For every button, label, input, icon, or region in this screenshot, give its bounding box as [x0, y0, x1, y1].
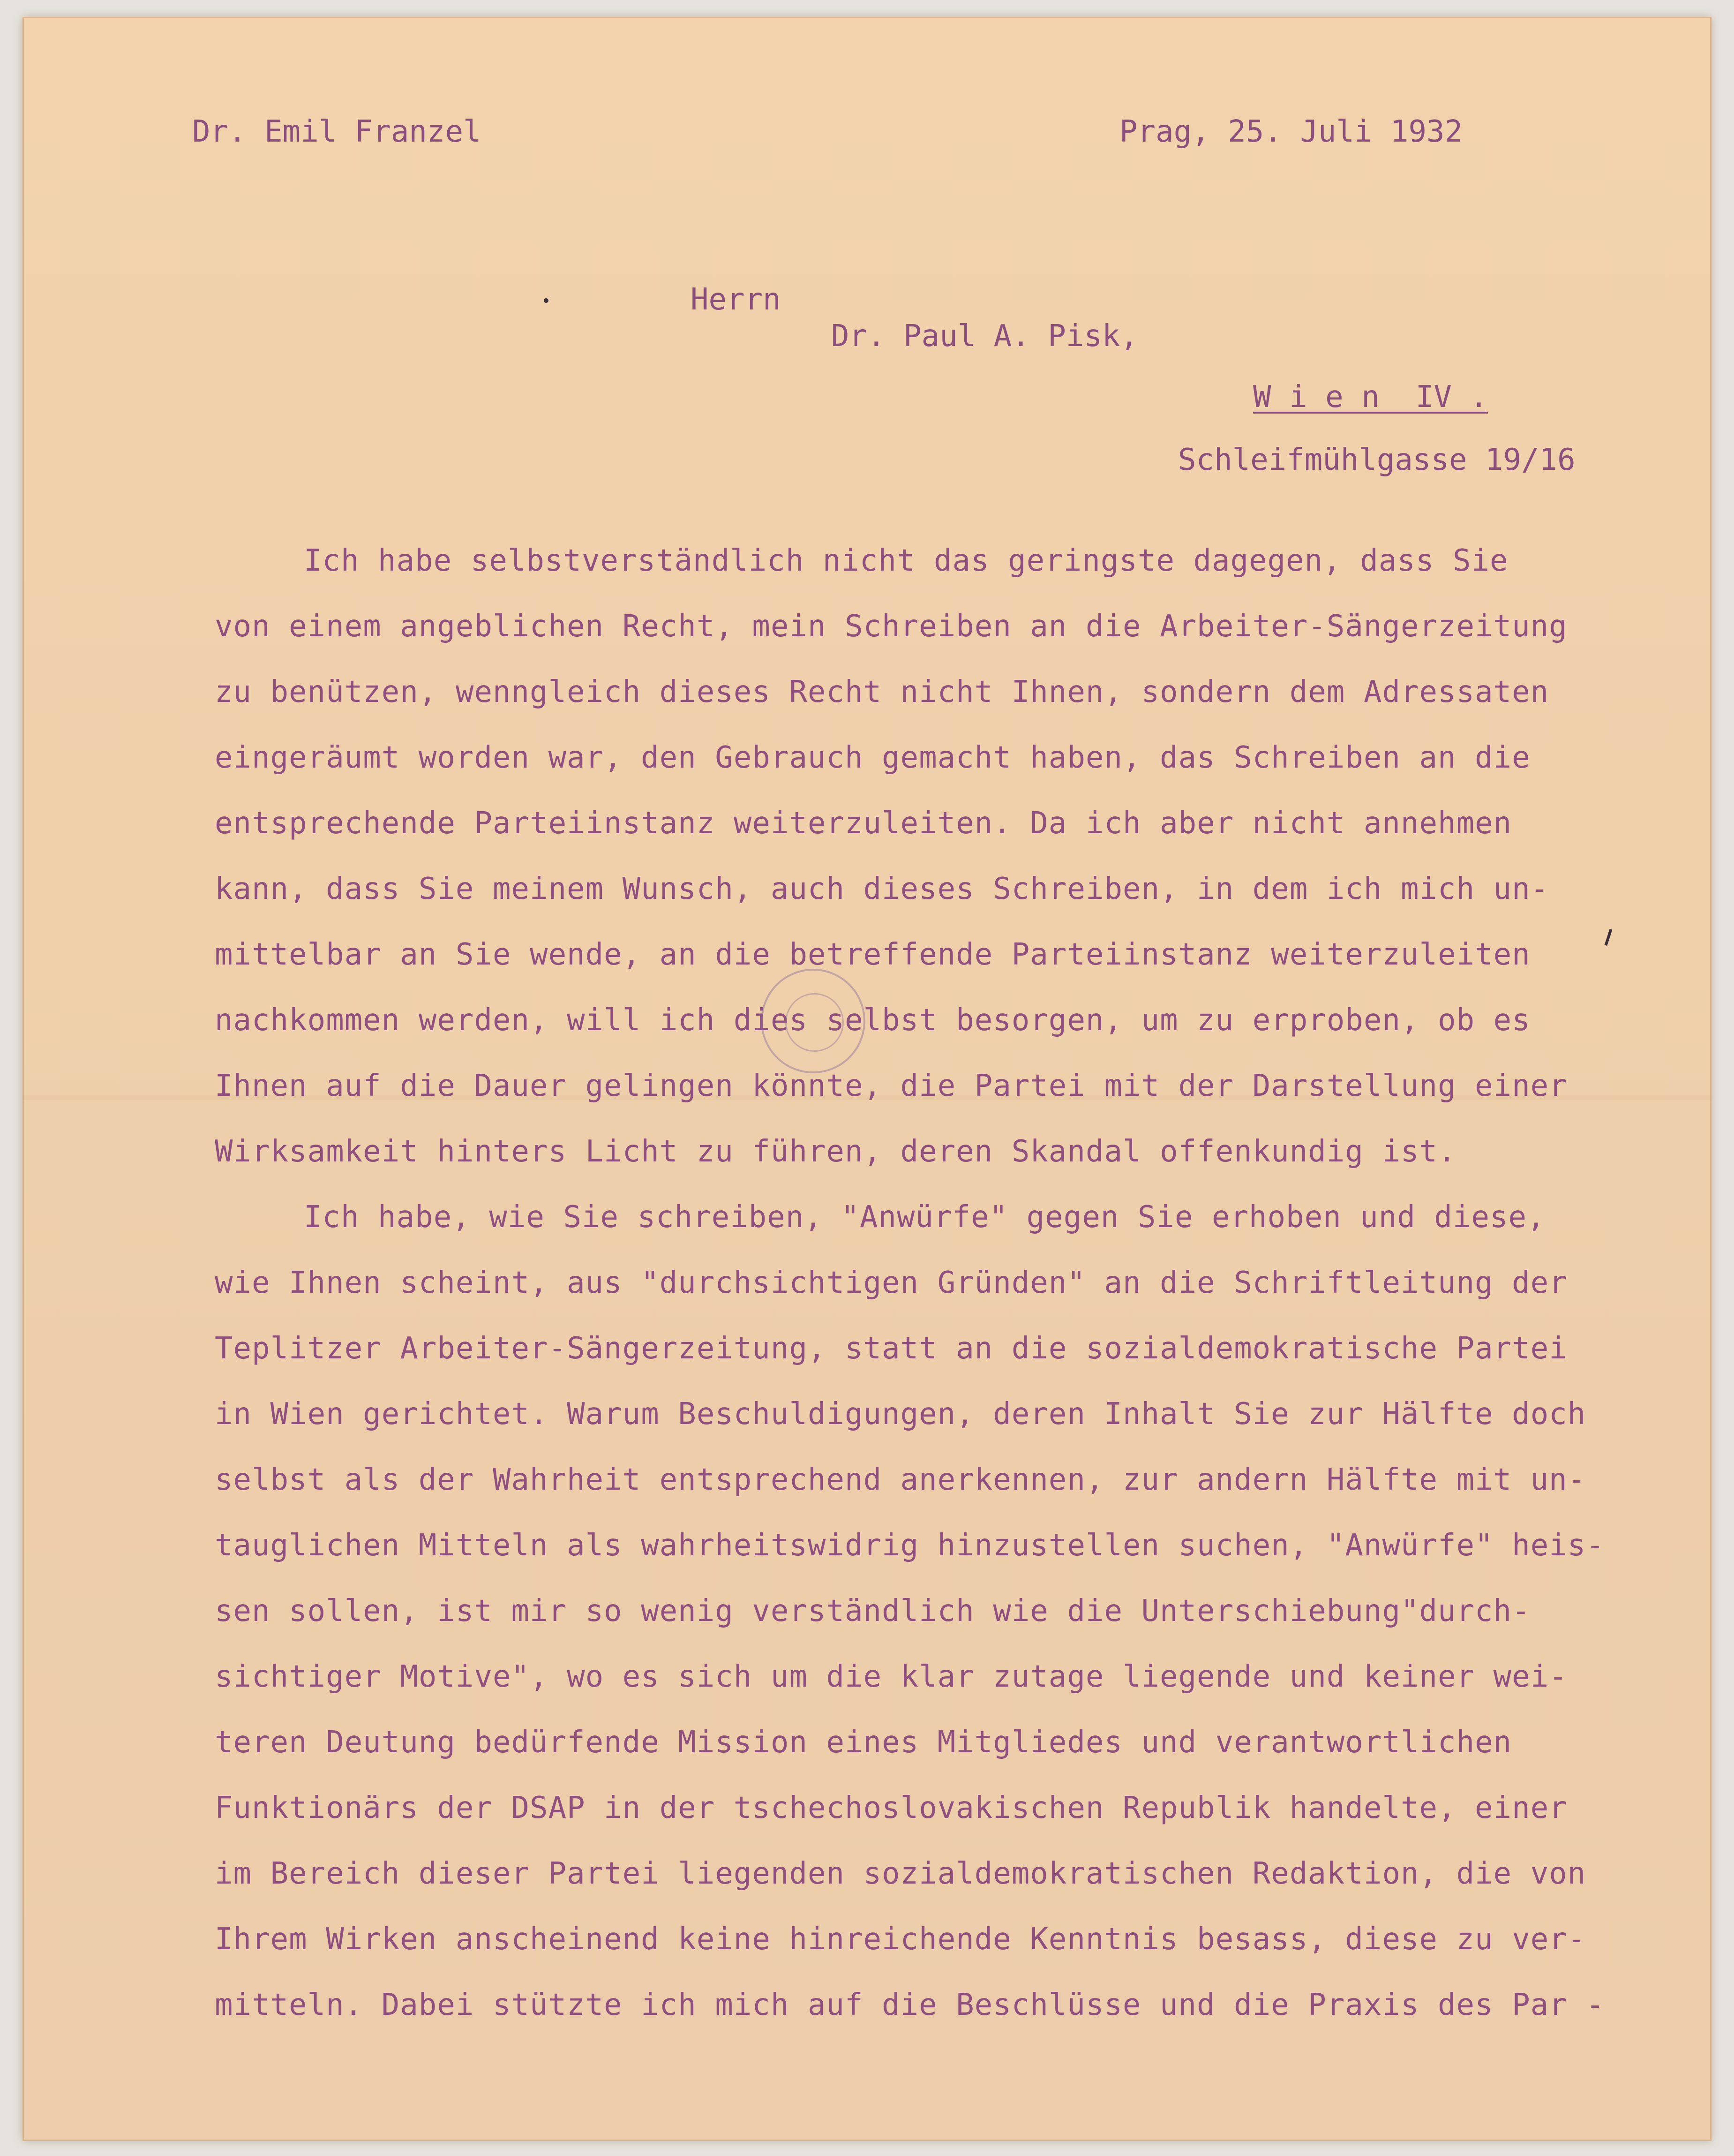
stamp-inner-ring	[785, 993, 844, 1052]
paragraph-line: kann, dass Sie meinem Wunsch, auch dieses Schreiben, in dem ich mich un-	[215, 872, 1549, 906]
paragraph-line: Wirksamkeit hinters Licht zu führen, deren Skandal offenkundig ist.	[215, 1134, 1456, 1169]
recipient-city: W i e n IV .	[1253, 380, 1488, 415]
paragraph-line: Ich habe selbstverständlich nicht das geringste dagegen, dass Sie	[304, 543, 1509, 578]
paragraph-line: mittelbar an Sie wende, an die betreffende Parteiinstanz weiterzuleiten	[215, 937, 1531, 972]
paragraph-line: tauglichen Mitteln als wahrheitswidrig hinzustellen suchen, "Anwürfe" heis-	[215, 1528, 1605, 1563]
paragraph-line: nachkommen werden, will ich dies selbst besorgen, um zu erproben, ob es	[215, 1003, 1531, 1038]
paragraph-line: teren Deutung bedürfende Mission eines Mitgliedes und verantwortlichen	[215, 1725, 1512, 1760]
paragraph-line: sichtiger Motive", wo es sich um die klar zutage liegende und keiner wei-	[215, 1659, 1568, 1694]
paragraph-line: Teplitzer Arbeiter-Sängerzeitung, statt an die sozialdemokratische Partei	[215, 1331, 1568, 1366]
pen-mark	[1605, 929, 1613, 946]
ink-dot	[544, 298, 548, 303]
paragraph-line: zu benützen, wenngleich dieses Recht nicht Ihnen, sondern dem Adressaten	[215, 675, 1549, 709]
paragraph-line: selbst als der Wahrheit entsprechend anerkennen, zur andern Hälfte mit un-	[215, 1462, 1586, 1497]
archive-stamp	[761, 969, 865, 1073]
paragraph-line: entsprechende Parteiinstanz weiterzuleiten. Da ich aber nicht annehmen	[215, 806, 1512, 841]
recipient-street: Schleifmühlgasse 19/16	[1178, 443, 1576, 477]
paragraph-line: Ihnen auf die Dauer gelingen könnte, die Partei mit der Darstellung einer	[215, 1069, 1568, 1103]
sender-name: Dr. Emil Franzel	[192, 114, 481, 149]
letter-page	[23, 17, 1711, 2141]
place-date: Prag, 25. Juli 1932	[1119, 114, 1463, 149]
paragraph-line: Ihrem Wirken anscheinend keine hinreichende Kenntnis besass, diese zu ver-	[215, 1922, 1586, 1957]
paragraph-line: Funktionärs der DSAP in der tschechoslovakischen Republik handelte, einer	[215, 1791, 1568, 1825]
paragraph-line: in Wien gerichtet. Warum Beschuldigungen, deren Inhalt Sie zur Hälfte doch	[215, 1397, 1586, 1432]
paragraph-line: mitteln. Dabei stützte ich mich auf die Beschlüsse und die Praxis des Par -	[215, 1988, 1605, 2022]
paragraph-line: von einem angeblichen Recht, mein Schreiben an die Arbeiter-Sängerzeitung	[215, 609, 1568, 644]
paragraph-line: im Bereich dieser Partei liegenden sozialdemokratischen Redaktion, die von	[215, 1856, 1586, 1891]
paragraph-line: sen sollen, ist mir so wenig verständlich wie die Unterschiebung"durch-	[215, 1594, 1531, 1628]
recipient-name: Dr. Paul A. Pisk,	[831, 319, 1139, 354]
paragraph-line: Ich habe, wie Sie schreiben, "Anwürfe" gegen Sie erhoben und diese,	[304, 1200, 1546, 1235]
paragraph-line: eingeräumt worden war, den Gebrauch gemacht haben, das Schreiben an die	[215, 740, 1531, 775]
salutation: Herrn	[691, 282, 781, 317]
paragraph-line: wie Ihnen scheint, aus "durchsichtigen Gründen" an die Schriftleitung der	[215, 1266, 1568, 1300]
